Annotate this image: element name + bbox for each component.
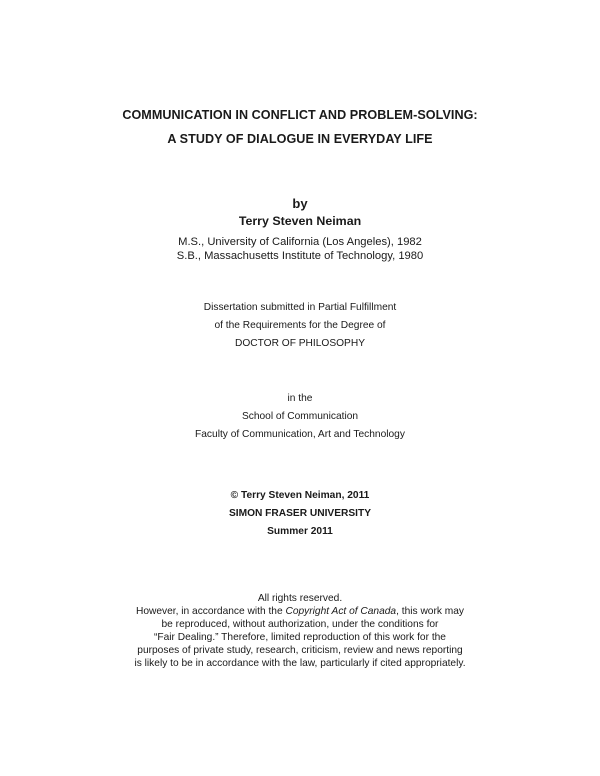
author-name: Terry Steven Neiman [238,214,362,228]
submission-line-1: Dissertation submitted in Partial Fulfillment [203,302,397,313]
university-name: SIMON FRASER UNIVERSITY [228,508,372,519]
submission-line-2: of the Requirements for the Degree of [214,320,386,331]
title-line-2: A STUDY OF DIALOGUE IN EVERYDAY LIFE [167,132,433,146]
school-name: School of Communication [241,411,359,422]
degree-ms: M.S., University of California (Los Angeles), 1982 [178,236,422,248]
notice-line-4: “Fair Dealing.” Therefore, limited reproduction of this work for the [154,632,446,643]
rights-reserved: All rights reserved. [257,593,343,604]
notice-line-2-after: , this work may [396,606,465,617]
term-year: Summer 2011 [267,526,333,537]
notice-line-2-before: However, in accordance with the [135,606,286,617]
department-in-the: in the [287,393,313,404]
notice-line-6: is likely to be in accordance with the law, particularly if cited appropriately. [134,658,466,669]
notice-line-5: purposes of private study, research, criticism, review and news reporting [137,645,463,656]
copyright-line: © Terry Steven Neiman, 2011 [230,490,370,501]
faculty-name: Faculty of Communication, Art and Technology [195,429,405,440]
notice-line-2 [0,606,600,617]
degree-sb: S.B., Massachusetts Institute of Technology, 1980 [176,250,424,262]
degree-name: DOCTOR OF PHILOSOPHY [234,338,365,349]
notice-line-3: be reproduced, without authorization, under the conditions for [161,619,439,630]
title-line-1: COMMUNICATION IN CONFLICT AND PROBLEM-SOLVING: [122,108,478,122]
copyright-act-title: Copyright Act of Canada [285,606,397,617]
by-label: by [292,196,308,211]
